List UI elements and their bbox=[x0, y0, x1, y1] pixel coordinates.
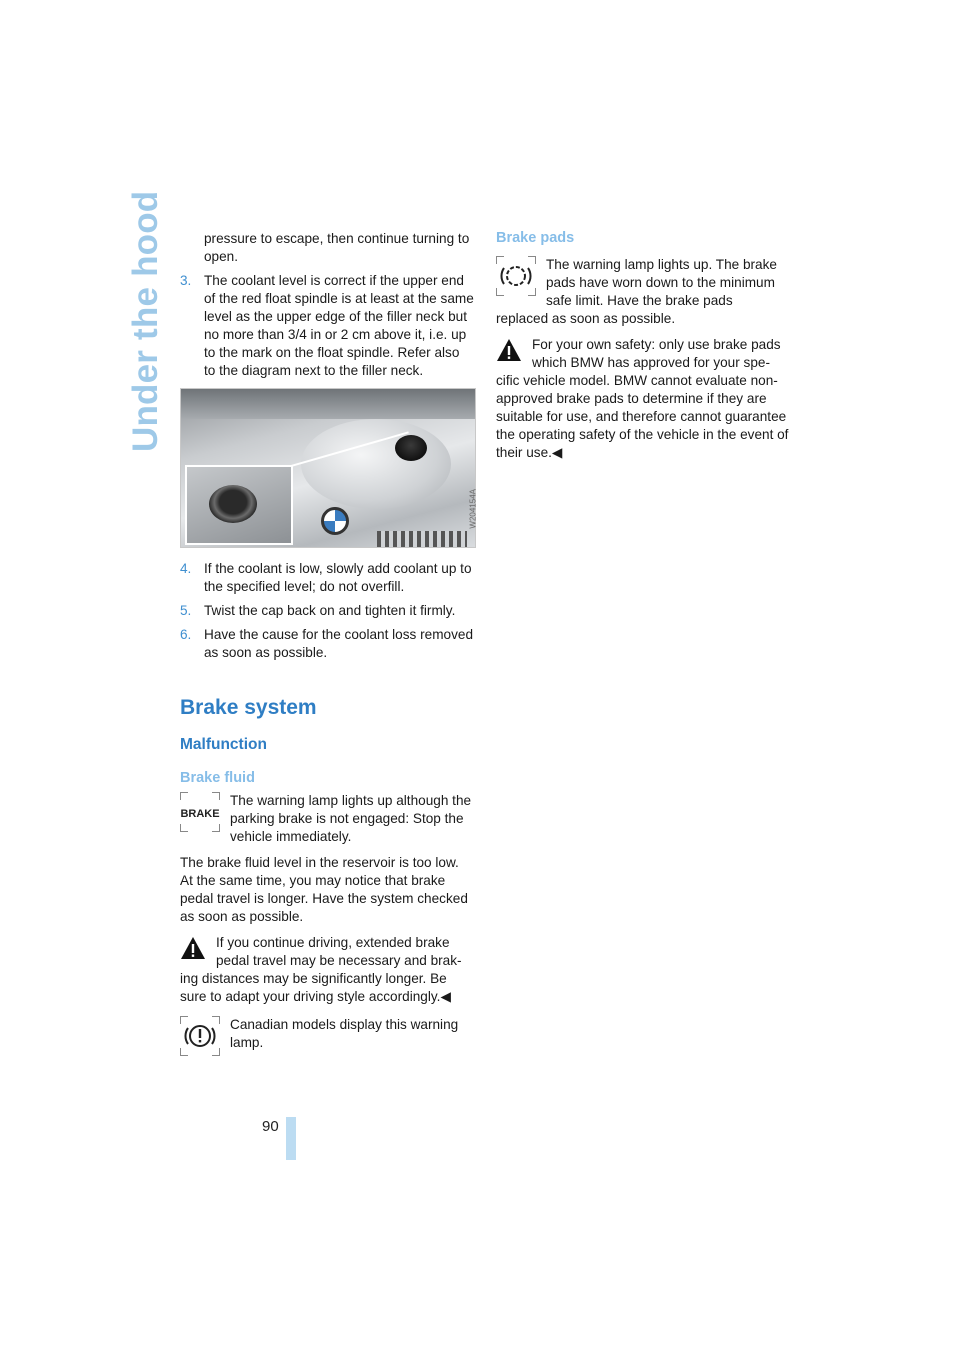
canadian-lamp-text: Canadian models display this warning lamp. bbox=[230, 1017, 459, 1050]
warning-text-rest: cific vehicle model. BMW cannot evaluate non-approved brake pads to determine if they are suitable for use, and therefore cannot guarantee the operating safety of the vehicle in the event of their use.◀ bbox=[496, 373, 789, 460]
right-column bbox=[496, 230, 790, 462]
brake-pads-warning bbox=[496, 336, 790, 462]
heading-brake-system: Brake system bbox=[180, 696, 317, 719]
brake-lamp-row bbox=[180, 792, 474, 846]
photo-inset-ring bbox=[209, 485, 257, 523]
step-number: 6. bbox=[180, 627, 192, 642]
page-number: 90 bbox=[262, 1118, 279, 1135]
continuation-text: pressure to escape, then continue turning to open. bbox=[204, 231, 470, 264]
page-marker-bar bbox=[286, 1117, 296, 1160]
step-text: If the coolant is low, slowly add coolant up to the specified level; do not overfill. bbox=[204, 561, 472, 594]
canadian-lamp-row bbox=[180, 1016, 474, 1052]
heading-brake-fluid: Brake fluid bbox=[180, 770, 255, 786]
step-6 bbox=[180, 626, 474, 662]
step-number: 5. bbox=[180, 603, 192, 618]
warning-text-rest: ing distances may be significantly longer. Be sure to adapt your driving style accordingly.◀ bbox=[180, 971, 451, 1004]
brake-fluid-paragraph: The brake fluid level in the reservoir is too low. At the same time, you may notice that brake pedal travel is longer. Have the system checked as soon as possible. bbox=[180, 855, 468, 924]
brake-pads-lamp-row bbox=[496, 256, 790, 310]
warning-text-first: If you continue driving, extended brake pedal travel may be necessary and brak- bbox=[216, 935, 462, 968]
warning-triangle-icon bbox=[496, 338, 522, 362]
brake-pad-wear-icon bbox=[496, 256, 536, 296]
canadian-brake-warning-icon bbox=[180, 1016, 220, 1056]
step-3 bbox=[180, 272, 474, 380]
photo-grille bbox=[377, 531, 467, 547]
engine-coolant-photo bbox=[180, 388, 476, 548]
step-number: 3. bbox=[180, 273, 192, 288]
photo-inset-filler-neck bbox=[185, 465, 293, 545]
brake-pads-lamp-text: The warning lamp lights up. The brake pads have worn down to the minimum safe limit. Have the brake pads bbox=[546, 257, 777, 308]
photo-code: W204154A bbox=[469, 489, 478, 529]
warning-triangle-icon bbox=[180, 936, 206, 960]
step-number: 4. bbox=[180, 561, 192, 576]
end-mark: ◀ bbox=[440, 989, 451, 1004]
step-text: Have the cause for the coolant loss removed as soon as possible. bbox=[204, 627, 474, 660]
side-title bbox=[112, 190, 172, 460]
heading-malfunction: Malfunction bbox=[180, 736, 267, 753]
photo-engine-cover bbox=[301, 419, 451, 509]
end-mark: ◀ bbox=[551, 445, 563, 460]
step-text: The coolant level is correct if the upper end of the red float spindle is at least at the same level as the upper edge of the filler neck but no more than 3/4 in or 2 cm above it, i.e. up to the mark on the float spindle. Refer also to the diagram next to the filler neck. bbox=[204, 273, 474, 378]
brake-fluid-warning bbox=[180, 934, 474, 1006]
step-5 bbox=[180, 602, 474, 620]
photo-bmw-logo bbox=[321, 507, 349, 535]
brake-pads-lamp-rest: replaced as soon as possible. bbox=[496, 311, 676, 326]
brake-lamp-text: The warning lamp lights up although the parking brake is not engaged: Stop the vehicle immediately. bbox=[230, 793, 472, 844]
brake-warning-lamp-icon bbox=[180, 792, 220, 832]
photo-coolant-cap bbox=[395, 435, 427, 461]
photo-rail bbox=[181, 389, 475, 419]
heading-brake-pads: Brake pads bbox=[496, 230, 575, 246]
step-4 bbox=[180, 560, 474, 596]
step-text: Twist the cap back on and tighten it firmly. bbox=[204, 603, 456, 618]
brake-lamp-label: BRAKE bbox=[180, 808, 220, 820]
left-column bbox=[180, 230, 478, 1052]
section-title: Under the hood bbox=[126, 190, 165, 452]
warning-text-first: For your own safety: only use brake pads which BMW has approved for your spe- bbox=[532, 337, 781, 370]
